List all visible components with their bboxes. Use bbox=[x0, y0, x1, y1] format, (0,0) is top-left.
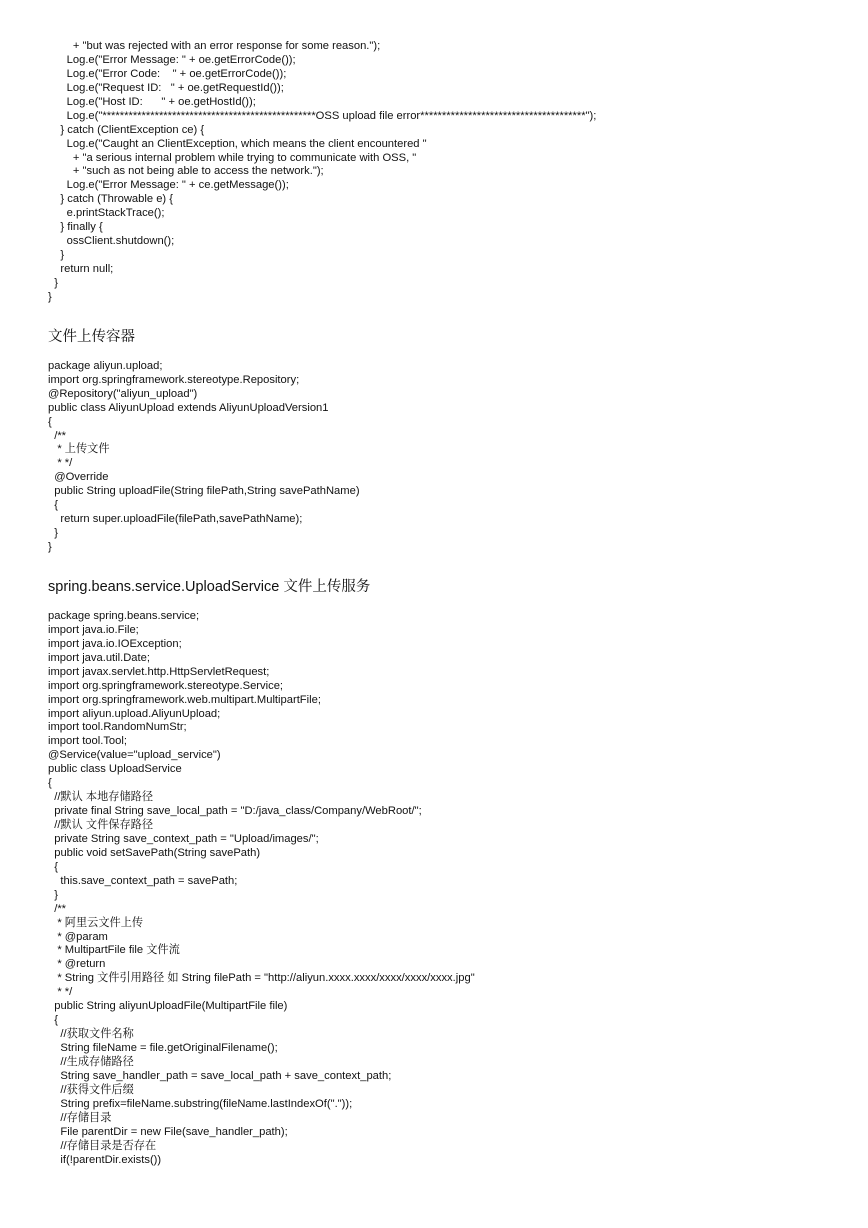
code-line: * */ bbox=[48, 986, 73, 999]
code-line: { bbox=[48, 1014, 58, 1027]
code-line: String save_handler_path = save_local_path + save_context_path; bbox=[48, 1069, 392, 1082]
code-line: } bbox=[48, 290, 52, 303]
code-line: } bbox=[48, 249, 65, 262]
code-line: package aliyun.upload; bbox=[48, 359, 163, 372]
code-line: import org.springframework.web.multipart.MultipartFile; bbox=[48, 693, 321, 706]
code-line: return null; bbox=[48, 263, 114, 275]
code-line: Log.e("*************************************************OSS upload file error**************************************"); bbox=[48, 109, 597, 122]
code-line: * 阿里云文件上传 bbox=[48, 916, 144, 929]
code-line: /** bbox=[48, 429, 67, 442]
code-line: import javax.servlet.http.HttpServletRequest; bbox=[48, 665, 270, 678]
code-line: import org.springframework.stereotype.Repository; bbox=[48, 373, 300, 386]
code-line: Log.e("Error Code: " + oe.getErrorCode()); bbox=[48, 67, 287, 80]
code-line: if(!parentDir.exists()) bbox=[48, 1153, 162, 1166]
code-line: import aliyun.upload.AliyunUpload; bbox=[48, 707, 221, 720]
code-line: public void setSavePath(String savePath) bbox=[48, 846, 261, 859]
code-line: * @param bbox=[48, 930, 108, 943]
code-line: } bbox=[48, 276, 58, 289]
code-line: Log.e("Host ID: " + oe.getHostId()); bbox=[48, 95, 256, 108]
code-line: @Override bbox=[48, 471, 109, 484]
code-line: private String save_context_path = "Upload/images/"; bbox=[48, 832, 319, 845]
code-line: import java.io.File; bbox=[48, 623, 139, 636]
code-line: Log.e("Caught an ClientException, which means the client encountered " bbox=[48, 137, 427, 150]
code-block-upload-service-class bbox=[48, 610, 848, 1168]
code-line: /** bbox=[48, 902, 67, 915]
code-line: Log.e("Error Message: " + oe.getErrorCode()); bbox=[48, 53, 296, 66]
code-line: * 上传文件 bbox=[48, 443, 110, 456]
code-line: String prefix=fileName.substring(fileName.lastIndexOf(".")); bbox=[48, 1097, 353, 1110]
code-line: import org.springframework.stereotype.Service; bbox=[48, 679, 284, 692]
code-line: ossClient.shutdown(); bbox=[48, 235, 175, 248]
code-line: public class UploadService bbox=[48, 763, 182, 776]
code-line: @Service(value="upload_service") bbox=[48, 749, 221, 762]
code-line: package spring.beans.service; bbox=[48, 609, 200, 622]
code-line: } bbox=[48, 888, 58, 901]
code-line: } bbox=[48, 541, 52, 553]
code-line: { bbox=[48, 777, 52, 790]
code-line: { bbox=[48, 499, 58, 512]
code-line: import tool.RandomNumStr; bbox=[48, 721, 187, 734]
code-line: } catch (ClientException ce) { bbox=[48, 123, 205, 136]
code-line: private final String save_local_path = "D:/java_class/Company/WebRoot/"; bbox=[48, 805, 422, 818]
code-line: this.save_context_path = savePath; bbox=[48, 874, 238, 887]
code-line: String fileName = file.getOriginalFilename(); bbox=[48, 1042, 278, 1054]
code-line: { bbox=[48, 860, 58, 873]
code-line: + "but was rejected with an error response for some reason."); bbox=[48, 40, 381, 52]
code-line: //存储目录是否存在 bbox=[48, 1139, 157, 1152]
code-line: return super.uploadFile(filePath,savePathName); bbox=[48, 513, 303, 526]
section-heading-file-upload-container: 文件上传容器 bbox=[48, 328, 135, 345]
code-line: * MultipartFile file 文件流 bbox=[48, 944, 180, 957]
code-line: } catch (Throwable e) { bbox=[48, 193, 173, 206]
code-block-oss-exception-handling bbox=[48, 40, 848, 305]
code-line: e.printStackTrace(); bbox=[48, 207, 165, 220]
code-line: Log.e("Error Message: " + ce.getMessage()); bbox=[48, 179, 289, 192]
code-line: + "a serious internal problem while trying to communicate with OSS, " bbox=[48, 151, 417, 164]
code-line: import java.io.IOException; bbox=[48, 637, 182, 650]
document-page bbox=[48, 40, 848, 1167]
code-line: @Repository("aliyun_upload") bbox=[48, 387, 198, 400]
code-line: * String 文件引用路径 如 String filePath = "http://aliyun.xxxx.xxxx/xxxx/xxxx/xxxx.jpg" bbox=[48, 972, 475, 985]
code-line: //获取文件名称 bbox=[48, 1028, 134, 1041]
code-line: File parentDir = new File(save_handler_path); bbox=[48, 1125, 288, 1138]
code-line: //默认 本地存储路径 bbox=[48, 791, 154, 804]
code-line: import tool.Tool; bbox=[48, 735, 127, 748]
code-line: * @return bbox=[48, 958, 106, 971]
code-line: { bbox=[48, 415, 52, 428]
code-line: import java.util.Date; bbox=[48, 651, 150, 664]
section-heading-upload-service: spring.beans.service.UploadService 文件上传服务 bbox=[48, 578, 371, 595]
code-line: //默认 文件保存路径 bbox=[48, 819, 154, 831]
code-line: Log.e("Request ID: " + oe.getRequestId()); bbox=[48, 81, 284, 94]
code-line: } finally { bbox=[48, 221, 103, 234]
code-line: //存储目录 bbox=[48, 1111, 112, 1124]
code-line: * */ bbox=[48, 457, 73, 470]
code-line: + "such as not being able to access the network."); bbox=[48, 165, 324, 178]
code-line: } bbox=[48, 527, 58, 540]
code-line: //生成存储路径 bbox=[48, 1055, 134, 1068]
code-line: public String uploadFile(String filePath,String savePathName) bbox=[48, 485, 360, 498]
code-line: public class AliyunUpload extends AliyunUploadVersion1 bbox=[48, 401, 329, 414]
code-block-aliyun-upload-class bbox=[48, 360, 848, 555]
code-line: public String aliyunUploadFile(MultipartFile file) bbox=[48, 1000, 288, 1013]
code-line: //获得文件后缀 bbox=[48, 1083, 134, 1096]
